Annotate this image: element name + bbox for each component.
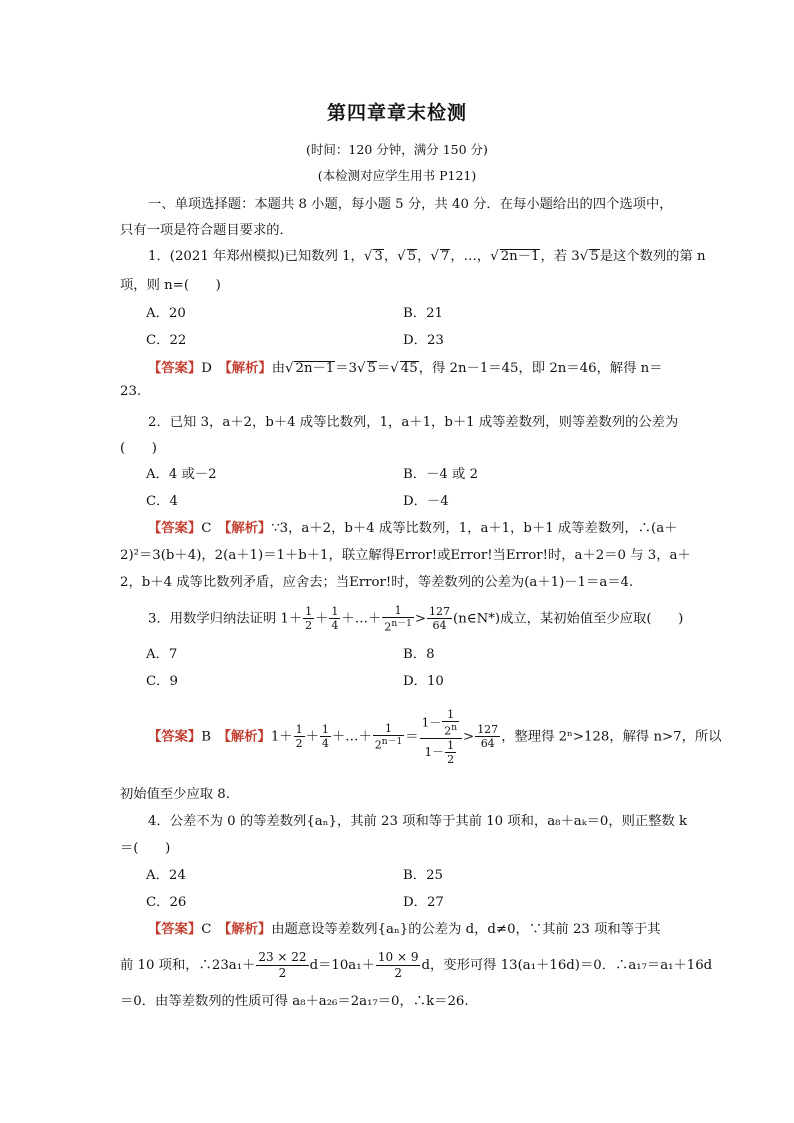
q3-stem: 3．用数学归纳法证明 1＋ $\frac{1}{2}$ ＋ $\frac{1}{4}$ ＋…＋ $\frac{1}{2^{n-1}}$ > $\frac{127}{64}$ (n∈N*)成立，某初始值至少应取( ) — [148, 604, 684, 634]
q2-stem: 2．已知 3，a＋2，b＋4 成等比数列，1，a＋1，b＋1 成等差数列，则等差数列的公差为 — [148, 415, 679, 430]
q4-answer: 【答案】C 【解析】由题意设等差数列{aₙ}的公差为 d，d≠0，∵其前 23 项和等于其 — [148, 922, 661, 937]
q2-option-a: A．4 或－2 — [146, 467, 217, 482]
q4-option-a: A．24 — [146, 868, 186, 883]
q3-option-c: C．9 — [146, 674, 178, 689]
q2-answer: 【答案】C 【解析】∵3，a＋2，b＋4 成等比数列，1，a＋1，b＋1 成等差数列，∴(a＋ — [148, 521, 678, 536]
q1-option-d: D．23 — [403, 333, 444, 348]
q3-option-b: B．8 — [403, 647, 435, 662]
q1-answer: 【答案】D 【解析】由√ 2n－1＝3√ 5＝√ 45，得 2n－1＝45，即 2n＝46，解得 n＝ — [148, 357, 663, 376]
q2-stem-cont: ( ) — [120, 441, 157, 456]
reference-info: (本检测对应学生用书 P121) — [317, 168, 477, 183]
time-info: (时间：120 分钟，满分 150 分) — [306, 142, 488, 157]
q2-option-b: B．－4 或 2 — [403, 467, 479, 482]
q4-option-c: C．26 — [146, 895, 187, 910]
section-heading: 一、单项选择题：本题共 8 小题，每小题 5 分，共 40 分．在每小题给出的四个选项中， — [148, 197, 673, 212]
section-heading-cont: 只有一项是符合题目要求的． — [120, 223, 293, 238]
q3-answer: 【答案】B 【解析】1＋ $\frac{1}{2}$ ＋ $\frac{1}{4}$ ＋…＋ $\frac{1}{2^{n-1}}$ ＝ 1－ $\frac{1}{2^n}$ 1－ $\frac{1}{2}$ > $\frac{127}{64}$ ，整理得 2ⁿ>128，解得 n>7，所以 — [148, 708, 722, 766]
q3-option-a: A．7 — [146, 647, 178, 662]
q1-option-b: B．21 — [403, 306, 443, 321]
q4-analysis-2: 前 10 项和，∴23a₁＋ $\frac{23 \times 22}{2}$ d＝10a₁＋ $\frac{10 \times 9}{2}$ d，变形可得 13(a₁＋16d)＝0．∴a₁₇＝a₁＋16d — [120, 950, 713, 980]
analysis-label: 【解析】 — [225, 361, 272, 376]
q4-analysis-3: ＝0．由等差数列的性质可得 a₈＋a₂₆＝2a₁₇＝0，∴k＝26. — [120, 994, 469, 1009]
q4-option-d: D．27 — [403, 895, 444, 910]
q2-option-c: C．4 — [146, 494, 178, 509]
page-title: 第四章章末检测 — [326, 102, 467, 124]
answer-label: 【答案】 — [148, 361, 202, 376]
q1-stem: 1．(2021 年郑州模拟)已知数列 1，√ 3，√ 5，√ 7，…，√ 2n－1，若 3√ 5是这个数列的第 n — [148, 245, 706, 264]
q3-option-d: D．10 — [403, 674, 444, 689]
q2-analysis-2: 2)²＝3(b＋4)，2(a＋1)＝1＋b＋1，联立解得Error!或Error!当Error!时，a＋2＝0 与 3，a＋ — [120, 548, 691, 563]
q1-option-c: C．22 — [146, 333, 187, 348]
q4-option-b: B．25 — [403, 868, 443, 883]
q1-option-a: A．20 — [146, 306, 186, 321]
q4-stem-cont: ＝( ) — [120, 841, 171, 856]
q1-stem-cont: 项，则 n=( ) — [120, 278, 221, 293]
q4-stem: 4．公差不为 0 的等差数列{aₙ}，其前 23 项和等于其前 10 项和，a₈＋aₖ＝0，则正整数 k — [148, 814, 688, 829]
q3-analysis-cont: 初始值至少应取 8. — [120, 787, 230, 802]
q1-analysis-cont: 23. — [120, 384, 142, 399]
q2-option-d: D．－4 — [403, 494, 449, 509]
q2-analysis-3: 2，b＋4 成等比数列矛盾，应舍去；当Error!时，等差数列的公差为(a＋1)－1＝a＝4. — [120, 575, 634, 590]
